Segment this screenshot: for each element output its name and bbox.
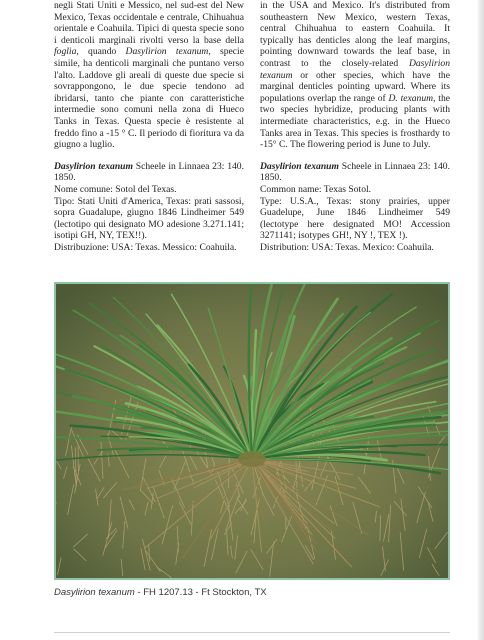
english-common-name: Common name: Texas Sotol.: [260, 183, 372, 195]
page-edge-shadow: [478, 0, 484, 640]
text-columns: [54, 0, 450, 272]
italian-common-name: Nome comune: Sotol del Texas.: [54, 183, 177, 195]
english-type: Type: U.S.A., Texas: stony prairies, upper Guadelupe, June 1846 Lindheimer 549 (lectotype here designated MO! Accession 3271141; isotypes GH!, NY !, TEX !).: [260, 195, 450, 242]
english-distribution: Distribution: USA: Texas. Mexico: Coahuila.: [260, 241, 434, 253]
italian-distribution: Distribuzione: USA: Texas. Messico: Coahuila.: [54, 241, 237, 253]
english-entry-title: Dasylirion texanum Scheele in Linnaea 23: 140. 1850.: [260, 160, 450, 184]
italian-type: Tipo: Stati Uniti d'America, Texas: prati sassosi, sopra Guadalupe, giugno 1846 Lindheimer 549 (lectotipo qui designato MO adesione 3.271.141; isotipi GH, NY, TEX!!).: [54, 195, 244, 242]
plant-photo: [54, 282, 450, 580]
footer-rule: [54, 632, 450, 633]
english-column: [260, 0, 450, 272]
photo-caption: Dasylirion texanum - FH 1207.13 - Ft Stockton, TX: [54, 587, 267, 598]
sotol-plant-illustration: [56, 284, 448, 578]
italian-entry-title: Dasylirion texanum Scheele in Linnaea 23: 140. 1850.: [54, 160, 244, 184]
italian-description: negli Stati Uniti e Messico, nel sud-est del New Mexico, Texas occidentale e centrale, Chihuahua orientale e Coahuila. Tipici di questa specie sono i denticoli marginali rivolti verso la base della foglia, quando Dasylirion texanum, specie simile, ha denticoli marginali che puntano verso l'alto. Laddove gli areali di queste due specie si sovrappongono, le due specie tendono ad ibridarsi, tanto che piante con caratteristiche intermedie sono comuni nella zona di Hueco Tanks in Texas. Questa specie è resistente al freddo fino a -15 ° C. Il periodo di fioritura va da giugno a luglio.: [54, 0, 244, 151]
english-description: in the USA and Mexico. It's distributed from southeastern New Mexico, western Texas, central Chihuahua to eastern Coahuila. It typically has denticles along the leaf margins, pointing downward towards the leaf base, in contrast to the closely-related Dasylirion texanum or other species, which have the marginal denticles pointing upward. Where its populations overlap the range of D. texanum, the two species hybridize, producing plants with intermediate characteristics, e.g. in the Hueco Tanks area in Texas. This species is frosthardy to -15° C. The flowering period is June to July.: [260, 0, 450, 151]
italian-column: [54, 0, 244, 272]
